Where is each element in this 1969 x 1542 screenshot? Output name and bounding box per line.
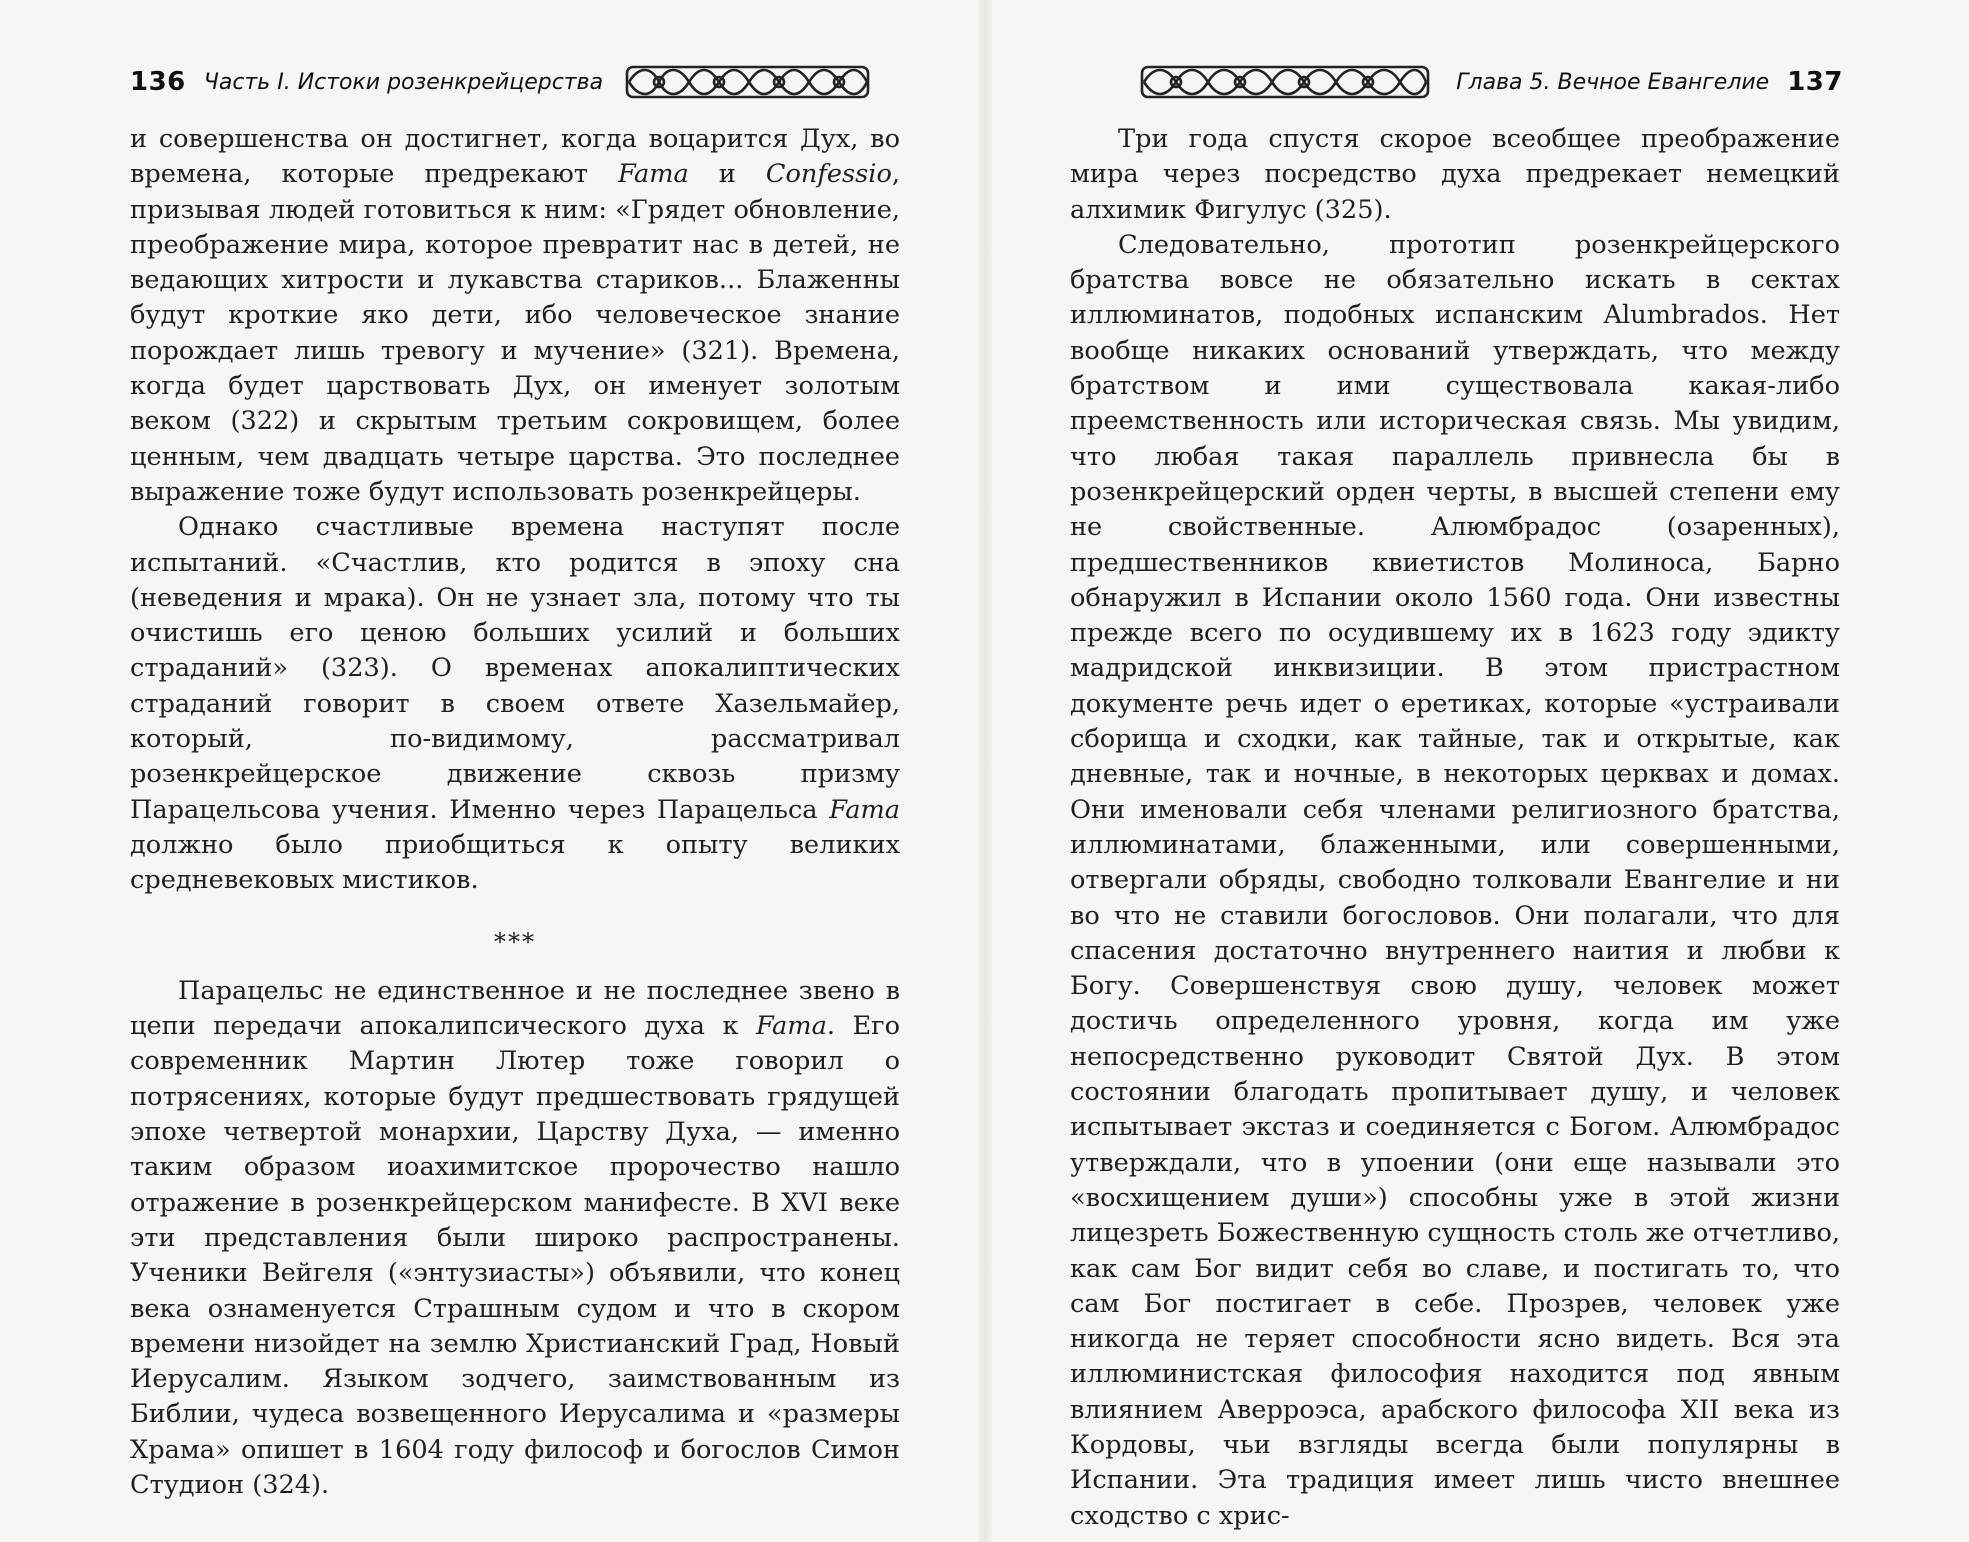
running-head-title: Часть I. Истоки розенкрейцерства: [203, 69, 604, 95]
left-running-head: [130, 60, 900, 104]
right-running-head: [1068, 60, 1843, 104]
section-separator: ***: [494, 927, 536, 956]
page-number: 136: [130, 67, 186, 97]
paragraph: Однако счастливые времена наступят после испытаний. «Счастлив, кто родится в эпоху сна (неведения и мрака). Он не узнает зла, потому что ты очистишь его ценою больших усилий и больших страданий» (323). О временах апокалиптических страданий говорит в своем ответе Хазельмайер, который, по-видимому, рассматривал розенкрейцерское движение сквозь призму Парацельсова учения. Именно через Парацельса Fama должно было приобщиться к опыту великих средневековых мистиков.: [130, 512, 900, 896]
running-head-title: Глава 5. Вечное Евангелие: [1456, 69, 1770, 95]
celtic-knot-band-icon: [1140, 64, 1430, 100]
latin-title: Confessio: [765, 159, 892, 190]
paragraph: Три года спустя скорое всеобщее преображение мира через посредство духа предрекает немецкий алхимик Фигулус (325).: [1070, 124, 1840, 225]
latin-title: Fama: [756, 1011, 827, 1042]
right-page: [986, 0, 1969, 1542]
paragraph: Следовательно, прототип розенкрейцерского братства вовсе не обязательно искать в сектах иллюминатов, подобных испанским Alumbrados. Нет вообще никаких оснований утверждать, что между братством и ими существовала какая-либо преемственность или историческая связь. Мы увидим, что любая такая параллель привнесла бы в розенкрейцерский орден черты, в высшей степени ему не свойственные. Алюмбрадос (озаренных), предшественников квиетистов Молиноса, Барно обнаружил в Испании около 1560 года. Они известны прежде всего по осудившему их в 1623 году эдикту мадридской инквизиции. В этом пристрастном документе речь идет о еретиках, которые «устраивали сборища и сходки, как тайные, так и открытые, как дневные, так и ночные, в некоторых церквах и домах. Они именовали себя членами религиозного братства, иллюминатами, блаженными, или совершенными, отвергали обряды, свободно толковали Евангелие и ни во что не ставили богословов. Они полагали, что для спасения достаточно внутреннего наития и любви к Богу. Совершенствуя свою душу, человек может достичь определенного уровня, когда им уже непосредственно руководит Святой Дух. В этом состоянии благодать пропитывает душу, и человек испытывает экстаз и соединяется с Богом. Алюмбрадос утверждали, что в упоении (они еще называли это «восхищением души») способны уже в этой жизни лицезреть Божественную сущность столь же отчетливо, как сам Бог видит себя во славе, и постигать то, что сам Бог постигает в себе. Прозрев, человек уже никогда не теряет способности ясно видеть. Вся эта иллюминистская философия находится под явным влиянием Аверроэса, арабского философа XII века из Кордовы, чьи взгляды всегда были популярны в Испании. Эта традиция имеет лишь чисто внешнее сходство с хрис-: [1070, 229, 1840, 1531]
latin-title: Fama: [829, 794, 900, 825]
right-body-text: [1070, 122, 1840, 1534]
page-number: 137: [1787, 67, 1843, 97]
celtic-knot-band-icon: [625, 64, 870, 100]
paragraph: и совершенства он достигнет, когда воцарится Дух, во времена, которые предрекают Fama и Confessio, призывая людей готовиться к ним: «Грядет обновление, преображение мира, которое превратит нас в детей, не ведающих хитрости и лукавства стариков... Блаженны будут кроткие яко дети, ибо человеческое знание порождает лишь тревогу и мучение» (321). Времена, когда будет царствовать Дух, он именует золотым веком (322) и скрытым третьим сокровищем, более ценным, чем двадцать четыре царства. Это последнее выражение тоже будут использовать розенкрейцеры.: [130, 124, 900, 507]
left-body-text: [130, 122, 900, 1503]
left-page: [0, 0, 984, 1542]
latin-title: Fama: [617, 159, 689, 190]
paragraph: Парацельс не единственное и не последнее звено в цепи передачи апокалипсического духа к Fama. Его современник Мартин Лютер тоже говорил о потрясениях, которые будут предшествовать грядущей эпохе четвертой монархии, Царству Духа, — именно таким образом иоахимитское пророчество нашло отражение в розенкрейцерском манифесте. В XVI веке эти представления были широко распространены. Ученики Вейгеля («энтузиасты») объявили, что конец века ознаменуется Страшным судом и что в скором времени низойдет на землю Христианский Град, Новый Иерусалим. Языком зодчего, заимствованным из Библии, чудеса возвещенного Иерусалима и «размеры Храма» опишет в 1604 году философ и богослов Симон Студион (324).: [130, 975, 900, 1500]
